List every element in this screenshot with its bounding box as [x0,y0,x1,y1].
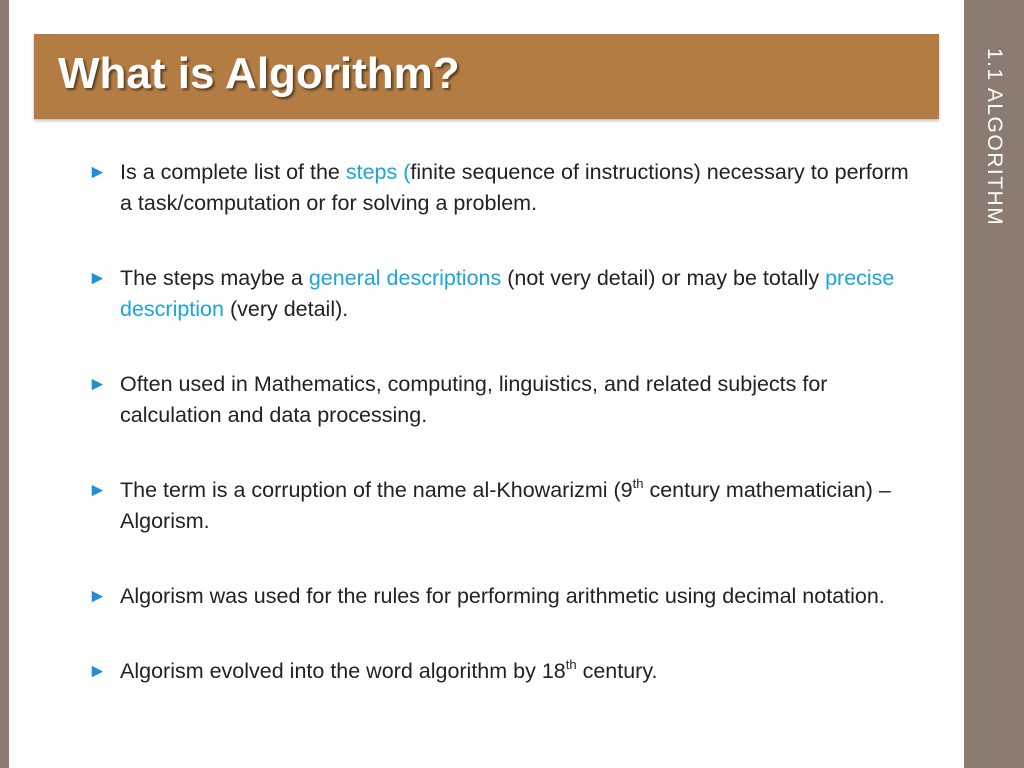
bullet-list [88,157,918,731]
bullet-text: The steps maybe a [120,266,309,290]
bullet-text: Algorism evolved into the word algorithm by 18 [120,659,566,683]
bullet-item [88,475,918,537]
highlight-text: general descriptions [308,266,502,290]
bullet-item [88,581,918,612]
bullet-text: finite sequence of instructions) necessary to perform a task/computation or for solving a problem. [120,160,909,215]
title-bar [34,34,939,119]
left-border [0,0,9,768]
bullet-item [88,263,918,325]
superscript: th [565,656,577,672]
bullet-item [88,157,918,219]
bullet-text: Algorism was used for the rules for performing arithmetic using decimal notation. [120,584,885,608]
bullet-text: The term is a corruption of the name al-Khowarizmi (9 [120,478,633,502]
superscript: th [632,475,644,491]
bullet-item [88,369,918,431]
bullet-triangle-icon: ► [88,268,107,289]
bullet-text: Is a complete list of the [120,160,346,184]
bullet-triangle-icon: ► [88,162,107,183]
highlight-text: precise description [120,266,895,321]
bullet-item [88,656,918,687]
bullet-triangle-icon: ► [88,480,107,501]
bullet-triangle-icon: ► [88,374,107,395]
slide-title: What is Algorithm? [58,49,460,98]
side-panel [964,0,1024,768]
bullet-text: century. [576,659,658,683]
bullet-text: (very detail). [223,297,349,321]
section-label [964,0,1024,768]
highlight-text: steps ( [345,160,411,184]
bullet-triangle-icon: ► [88,586,107,607]
bullet-text: Often used in Mathematics, computing, linguistics, and related subjects for calculation and data processing. [120,372,828,427]
bullet-text: (not very detail) or may be totally [501,266,826,290]
bullet-triangle-icon: ► [88,661,107,682]
bullet-text: century mathematician) – Algorism. [120,478,891,533]
section-label-text: 1.1 ALGORITHM [983,48,1006,227]
